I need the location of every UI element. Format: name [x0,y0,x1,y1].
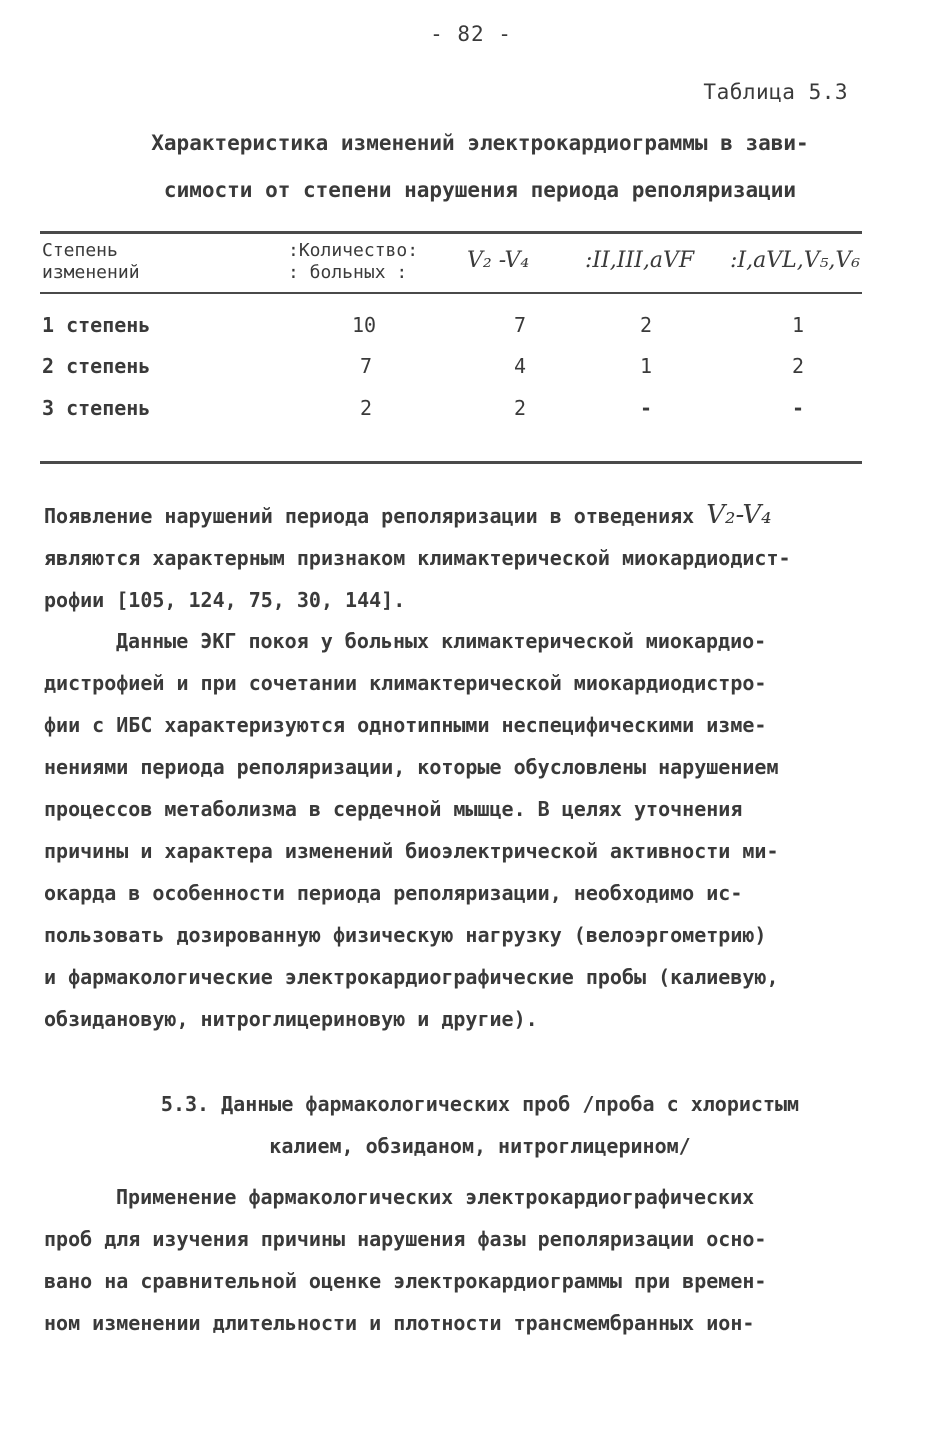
paragraph-line: являются характерным признаком климактерической миокардиодист- [44,546,791,570]
paragraph-line: ном изменении длительности и плотности трансмембранных ион- [44,1311,755,1335]
paragraph-line: пользовать дозированную физическую нагрузку (велоэргометрию) [44,923,767,947]
row-count: 7 [360,354,373,378]
row-v2-v4: 4 [514,354,527,378]
paragraph-line: и фармакологические электрокардиографические пробы (калиевую, [44,965,779,989]
paragraph-line: обзидановую, нитроглицериновую и другие). [44,1007,538,1031]
table-label: Таблица 5.3 [703,80,848,104]
paragraph-line: дистрофией и при сочетании климактерической миокардиодистро- [44,671,767,695]
table-title-line: Характеристика изменений электрокардиограммы в зави- [151,131,809,155]
paragraph-line: рофии [105, 124, 75, 30, 144]. [44,588,406,612]
row-v2-v4: 7 [514,313,527,337]
table-top-rule [40,231,862,234]
table-title-line: симости от степени нарушения периода реполяризации [163,178,797,202]
row-count: 2 [360,396,373,420]
paragraph-line: процессов метаболизма в сердечной мышце. В целях уточнения [44,797,743,821]
header-count: :Количество: : больных : [288,240,419,283]
row-count: 10 [352,313,377,337]
row-degree: 2 степень [42,354,151,378]
paragraph-line: нениями периода реполяризации, которые обусловлены нарушением [44,755,779,779]
row-ii-iii-avf: - [640,396,653,420]
leads-v2-v4: V₂-V₄ [706,500,772,530]
table-bottom-rule [40,461,862,464]
paragraph-line: фии с ИБС характеризуются однотипными неспецифическими изме- [44,713,767,737]
row-i-avl-v5-v6: - [792,396,805,420]
row-degree: 1 степень [42,313,151,337]
paragraph-line: вано на сравнительной оценке электрокардиограммы при времен- [44,1269,767,1293]
header-v2-v4: V₂ -V₄ [467,248,530,273]
table-row [40,313,862,353]
row-degree: 3 степень [42,396,151,420]
paragraph-line: причины и характера изменений биоэлектрической активности ми- [44,839,779,863]
header-degree: Степень изменений [42,240,140,283]
paragraph [44,1176,904,1344]
paragraph-line: окарда в особенности периода реполяризации, необходимо ис- [44,881,743,905]
paragraph [44,620,904,1040]
section-heading-line: калием, обзиданом, нитроглицерином/ [269,1134,691,1158]
header-ii-iii-avf: :II,III,aVF [585,248,695,273]
section-heading-line: 5.3. Данные фармакологических проб /проба с хлористым [160,1092,800,1116]
table-row [40,354,862,394]
page-number: - 82 - [430,22,512,46]
row-i-avl-v5-v6: 1 [792,313,805,337]
paragraph-line: проб для изучения причины нарушения фазы реполяризации осно- [44,1227,767,1251]
row-ii-iii-avf: 2 [640,313,653,337]
header-i-avl-v5-v6: :I,aVL,V₅,V₆ [730,248,861,273]
table-row [40,396,862,436]
row-v2-v4: 2 [514,396,527,420]
paragraph-line: Данные ЭКГ покоя у больных климактерической миокардио- [116,629,767,653]
row-ii-iii-avf: 1 [640,354,653,378]
paragraph-line: Применение фармакологических электрокардиографических [116,1185,755,1209]
section-heading [60,1083,900,1167]
paragraph-line: Появление нарушений периода реполяризации в отведениях V₂-V₄ [44,500,772,530]
table-header-rule [40,292,862,294]
table-title [80,120,880,214]
paragraph [44,494,904,621]
row-i-avl-v5-v6: 2 [792,354,805,378]
table-header [40,240,862,290]
